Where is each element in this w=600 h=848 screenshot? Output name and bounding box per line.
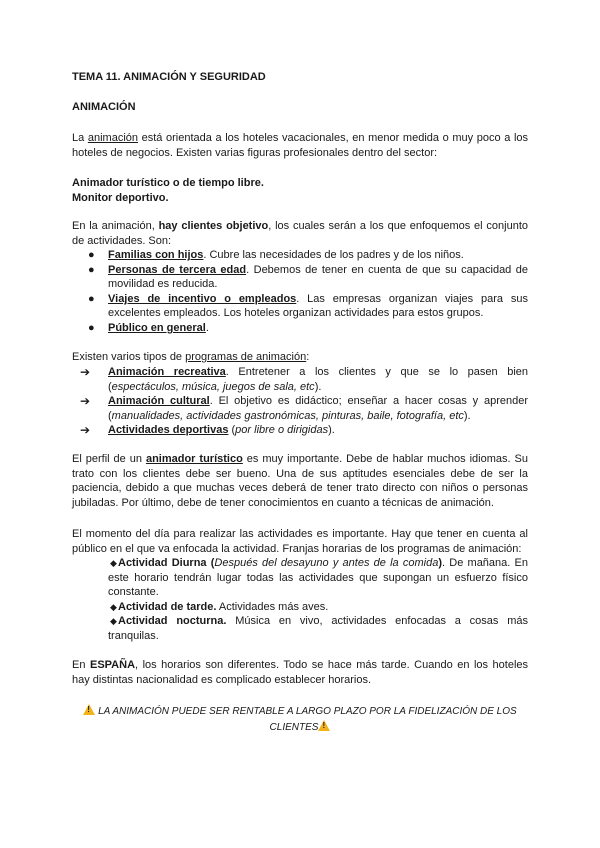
- list-item: ● Familias con hijos. Cubre las necesidades de los padres y de los niños.: [88, 249, 464, 261]
- warning-icon: [83, 704, 95, 715]
- warning-note: ! LA ANIMACIÓN PUEDE SER RENTABLE A LARGO PLAZO POR LA FIDELIZACIÓN DE LOS CLIENTES!: [72, 704, 528, 735]
- schedule-intro: El momento del día para realizar las actividades es importante. Hay que tener en cuenta al público en el que va enfocada la actividad. Franjas horarias de los programas de animación:: [72, 528, 528, 555]
- bullet-icon: ●: [88, 321, 95, 334]
- spain-paragraph: En ESPAÑA, los horarios son diferentes. Todo se hace más tarde. Cuando en los hoteles hay distintas nacionalidad es complicado establecer horarios.: [72, 659, 529, 686]
- list-item: ➔ Animación recreativa. Entretener a los clientes y que se lo pasen bien (espectáculos, música, juegos de sala, etc).: [80, 365, 528, 393]
- arrow-right-icon: ➔: [80, 365, 91, 379]
- schedules-list: [72, 556, 528, 644]
- arrow-right-icon: ➔: [80, 394, 91, 409]
- list-item: ● Personas de tercera edad. Debemos de tener en cuenta de que su capacidad de movilidad es reducida.: [88, 263, 528, 291]
- clients-list: [72, 248, 528, 336]
- intro-paragraph: La animación está orientada a los hoteles vacacionales, en menor medida o muy poco a los hoteles de negocios. Existen varias figuras profesionales dentro del sector:: [72, 132, 529, 159]
- list-item: ● Viajes de incentivo o empleados. Las empresas organizan viajes para sus excelentes empleados. Los hoteles organizan actividades para estos grupos.: [88, 292, 528, 320]
- figure-animador: Animador turístico o de tiempo libre.: [72, 177, 264, 189]
- list-item: ➔ Animación cultural. El objetivo es didáctico; enseñar a hacer cosas y aprender (manualidades, actividades gastronómicas, pinturas, baile, fotografía, etc).: [80, 394, 528, 422]
- list-item: ◆ Actividad Diurna (Después del desayuno y antes de la comida). De mañana. En este horario tendrán lugar todas las actividades que supongan un esfuerzo físico constante.: [108, 557, 528, 599]
- figure-monitor: Monitor deportivo.: [72, 192, 169, 204]
- document-title: TEMA 11. ANIMACIÓN Y SEGURIDAD: [72, 71, 266, 83]
- arrow-right-icon: ➔: [80, 423, 91, 438]
- diamond-bullet-icon: ◆: [110, 601, 117, 612]
- programs-intro: Existen varios tipos de programas de animación:: [72, 351, 310, 363]
- diamond-bullet-icon: ◆: [110, 558, 117, 568]
- list-item: ➔ Actividades deportivas (por libre o dirigidas).: [80, 423, 335, 438]
- list-item: ● Público en general.: [88, 321, 209, 334]
- programas-link[interactable]: programas de animación: [185, 351, 307, 363]
- bullet-icon: ●: [88, 292, 95, 305]
- section-heading: ANIMACIÓN: [72, 101, 136, 113]
- warning-icon: [318, 720, 330, 731]
- programs-list: [72, 365, 528, 438]
- list-item: ◆ Actividad nocturna. Música en vivo, actividades enfocadas a cosas más tranquilas.: [108, 615, 528, 642]
- bullet-icon: ●: [88, 263, 95, 276]
- list-item: ◆ Actividad de tarde. Actividades más aves.: [110, 600, 329, 613]
- animacion-link[interactable]: animación: [87, 132, 138, 144]
- bullet-icon: ●: [88, 249, 95, 261]
- diamond-bullet-icon: ◆: [110, 616, 117, 627]
- profile-paragraph: El perfil de un animador turístico es muy importante. Debe de hablar muchos idiomas. Su trato con los clientes debe ser bueno. Una de sus aptitudes esenciales debe de ser la paciencia, debido a que muchas veces deberá de tener trato directo con niños o personas jubiladas. Por último, debe de tener conocimientos en cuanto a técnicas de animación.: [72, 453, 528, 509]
- clients-intro: En la animación, hay clientes objetivo, los cuales serán a los que enfoquemos el conjunto de actividades. Son:: [72, 220, 528, 247]
